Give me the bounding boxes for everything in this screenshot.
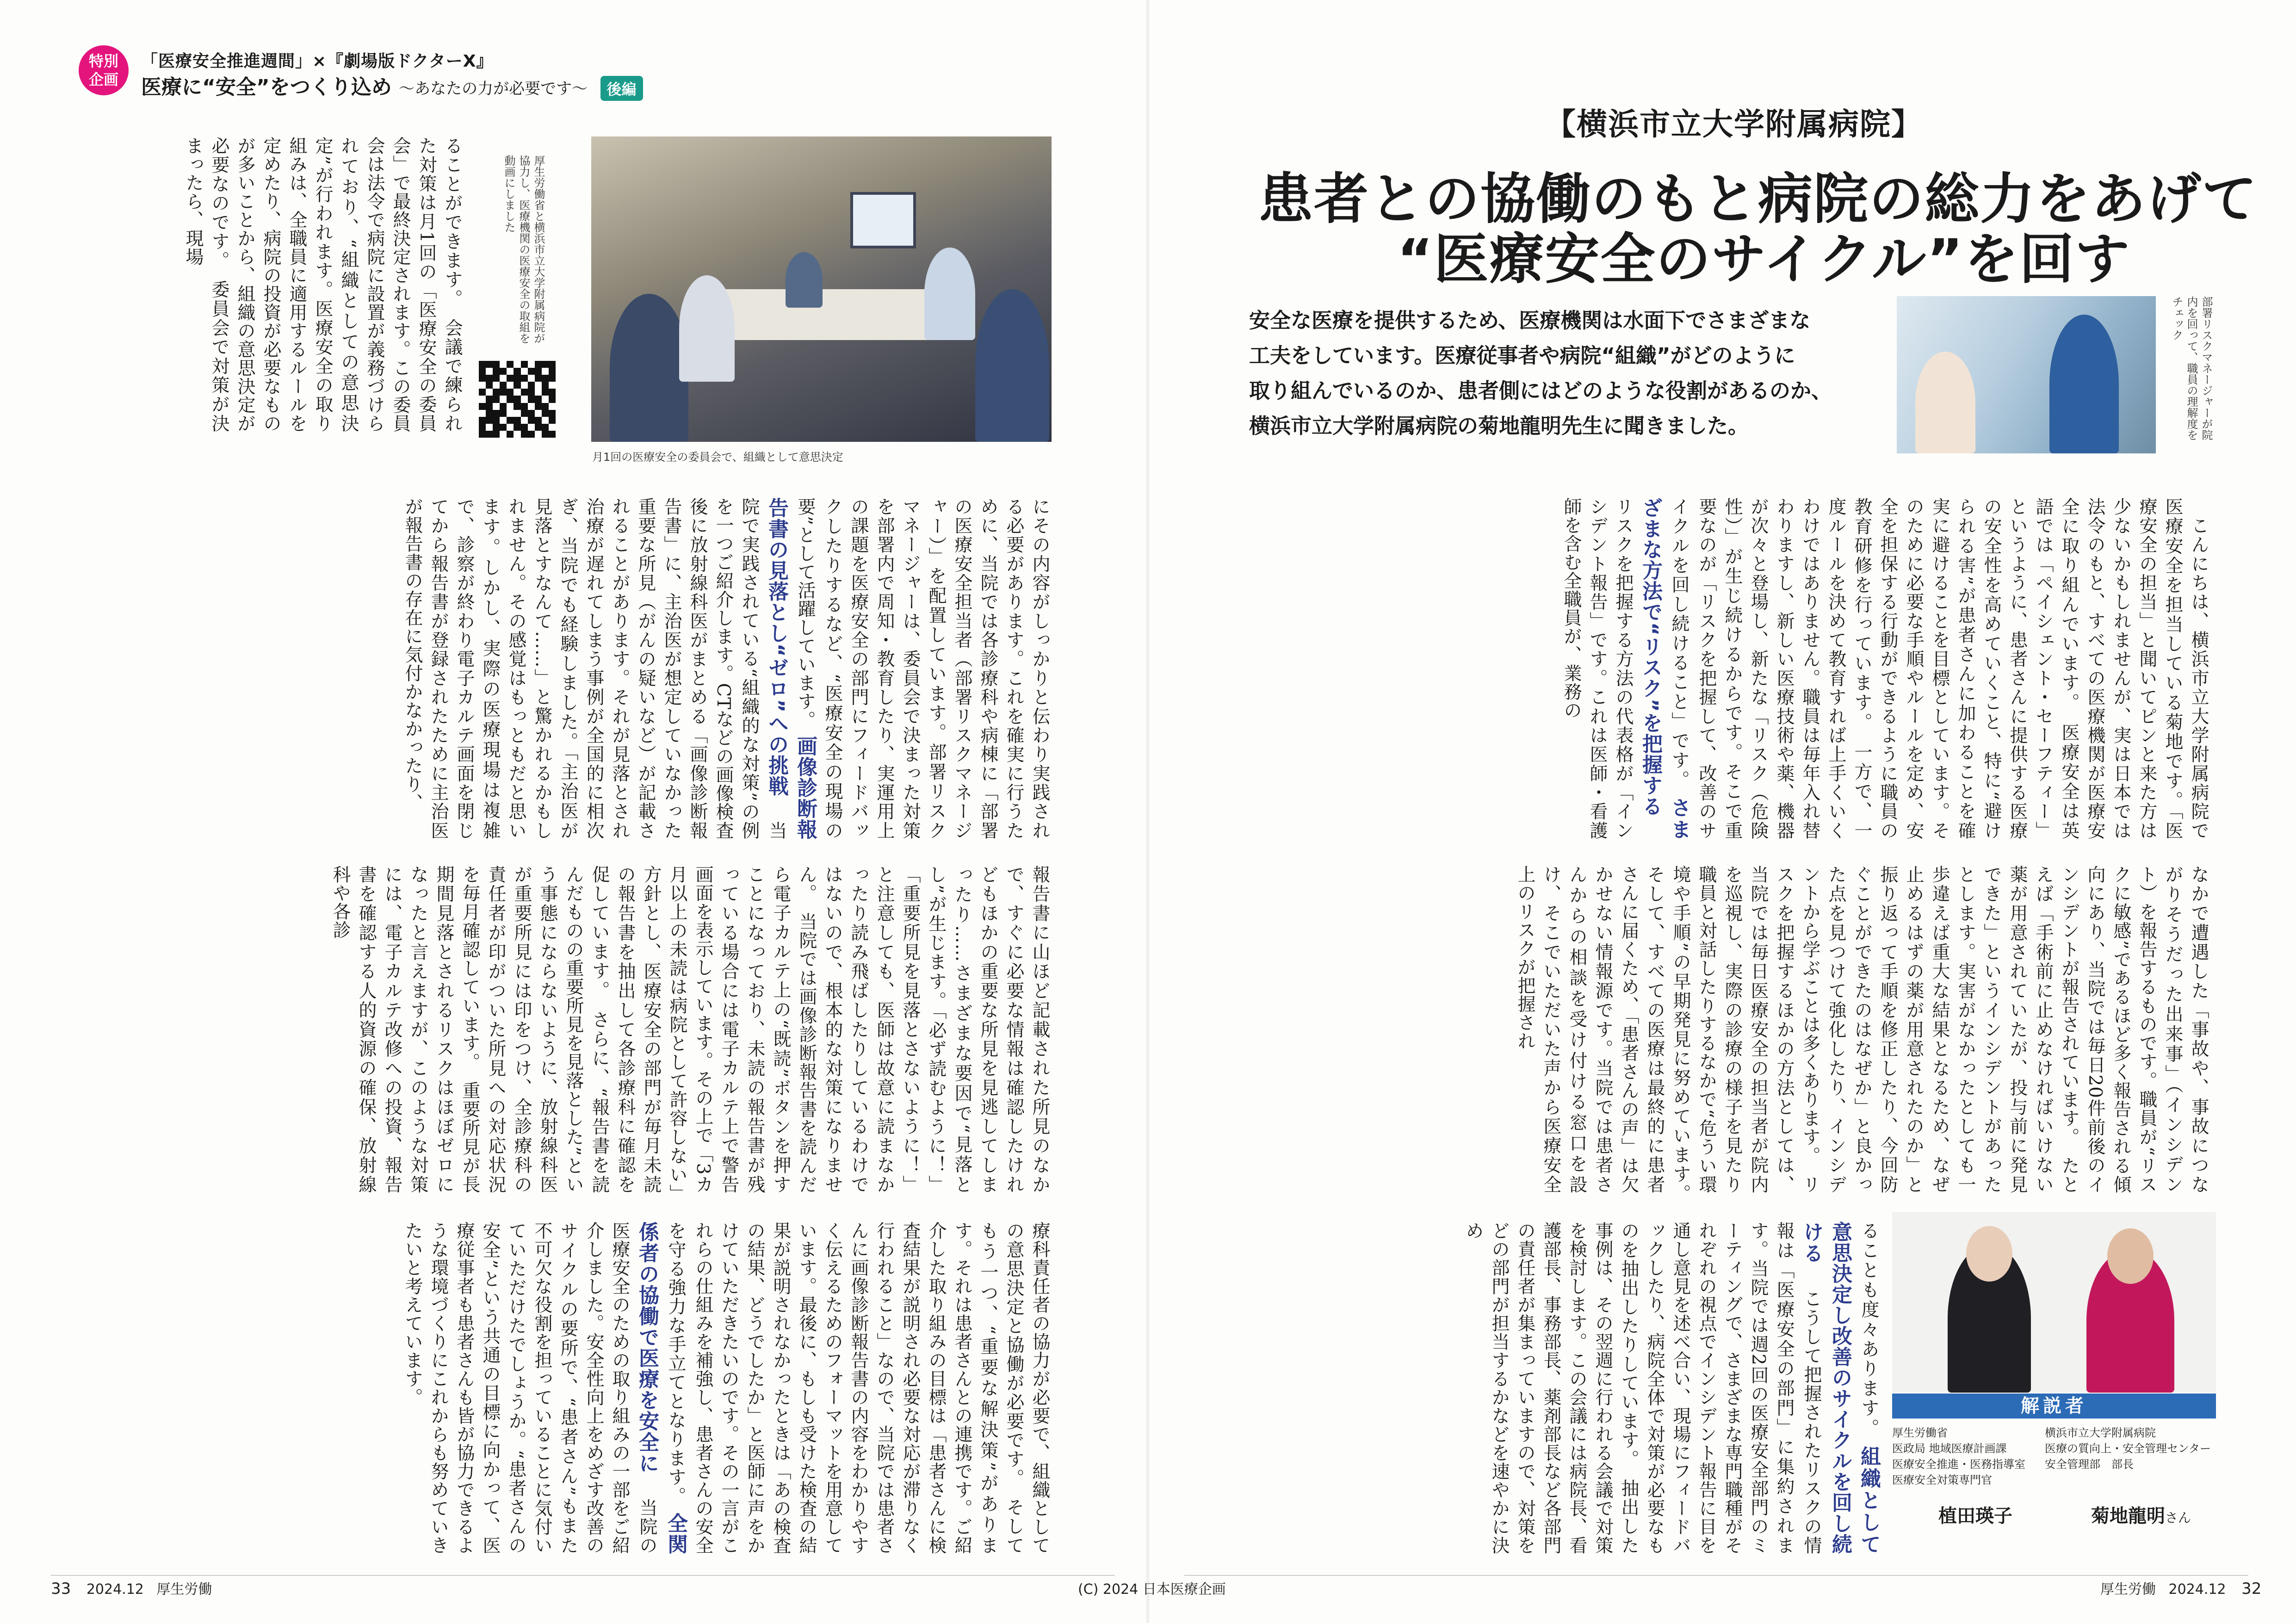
magazine-name: 厚生労働: [156, 1581, 212, 1598]
attendee: [924, 248, 975, 340]
issue-date: 2024.12: [2168, 1581, 2226, 1598]
magazine-name: 厚生労働: [2100, 1581, 2156, 1598]
copyright: (C) 2024 日本医療企画: [1078, 1581, 1226, 1598]
lead-paragraph: 安全な医療を提供するため、医療機関は水面下でさまざまな 工夫をしています。医療従事者や病院“組織”がどのように 取り組んでいるのか、患者側にはどのような役割があるのか、 横浜市立大学附属病院の菊地龍明先生に聞きました。: [1249, 308, 1832, 438]
meeting-photo: [591, 136, 1052, 442]
section-heading-risk: さまざまな方法で“リスク”を把握する: [1639, 497, 1691, 840]
right-footer: [2100, 1578, 2261, 1598]
meeting-photo-caption: 月1回の医療安全の委員会で、組織として意思決定: [592, 451, 843, 464]
feature-title-main: 医療に“安全”をつくり込め: [141, 75, 392, 99]
feature-title: [141, 70, 643, 101]
section-heading-cycle: 組織として意思決定し改善のサイクルを回し続ける: [1800, 1221, 1881, 1555]
commentator-label: 解説者: [1892, 1394, 2216, 1419]
commentator-ueda-face: [1966, 1226, 2012, 1282]
issue-date: 2024.12: [86, 1581, 144, 1598]
commentator-ueda-name: 植田瑛子: [1938, 1505, 2012, 1527]
commentator-kikuchi-affiliation: 横浜市立大学附属病院 医療の質向上・安全管理センター 安全管理部 部長: [2045, 1426, 2211, 1471]
hospital-name: 【横浜市立大学附属病院】: [1545, 106, 1923, 142]
commentator-kikuchi-face: [2107, 1228, 2154, 1284]
section-heading-image-report: 画像診断報告書の見落とし“ゼロ”への挑戦: [765, 497, 817, 840]
commentator-kikuchi-name: 菊地龍明さん: [2091, 1505, 2191, 1527]
right-column-2: なかで遭遇した「事故や、事故につながりそうだった出来事」（インシデント）を報告するものです。職員が“リスクに敏感”であるほど多く報告される傾向にあり、当院では毎日20件前後のインシデントが報告されています。 たとえば「手術前に止めなければいけない薬が用意されていたが、投与前に発見できた」というインシデントがあったとします。実害がなかったとしても一歩違えば重大な結果となるため、なぜ止めるはずの薬が用意されたのか」と振り返って手順を修正したり、今回防ぐことができたのはなぜか」と良かった点を見つけて強化したり、インシデントから学ぶことは多くあります。 リスクを把握するほかの方法としては、当院では毎日医療安全の担当者が院内を巡視し、実際の診療の様子を見たり職員と対話したりするなかで“危うい環境や手順”の早期発見に努めています。 そして、すべての医療は最終的に患者さんに届くため、「患者さんの声」は欠かせない情報源です。当院では患者さんからの相談を受け付ける窓口を設け、そこでいただいた声から医療安全上のリスクが把握され: [1515, 865, 2209, 1212]
body-column-b: にその内容がしっかりと伝わり実践される必要があります。これを確実に行うために、当院では各診療科や病棟に「部署の医療安全担当者（部署リスクマネージャー）」を配置しています。部署リスクマネージャーは、委員会で決まった対策を部署内で周知・教育したり、実運用上の課題を医療安全の部門にフィードバックしたりするなど、“医療安全の現場の要”として活躍しています。 画像診断報告書の見落とし“ゼロ”への挑戦 当院で実践されている“組織的な対策”の例を一つご紹介します。CTなどの画像検査後に放射線科医がまとめる「画像診断報告書」に、主治医が想定していなかった重要な所見（がんの疑いなど）が記載されることがあります。それが見落とされ治療が遅れてしまう事例が全国的に相次ぎ、当院でも経験しました。「主治医が見落とすなんて……」と驚かれるかもしれません。その感覚はもっともだと思います。しかし、実際の医療現場は複雑で、診察が終わり電子カルテ画面を閉じてから報告書が登録されたために主治医が報告書の存在に気付かなかったり、: [402, 497, 1050, 840]
body-column-c: 報告書に山ほど記載された所見のなかで、すぐに必要な情報は確認したけれどもほかの重要な所見を見逃してしまったり……さまざまな要因で“見落とし”が生じます。「必ず読むように！」「重要所見を見落とさないように！」と注意しても、医師は故意に読まなかったり読み飛ばしたりしているわけではないので、根本的な対策になりません。 当院では画像診断報告書を読んだら電子カルテ上の“既読”ボタンを押すことになっており、未読の報告書が残っている場合には電子カルテ上で警告画面を表示しています。その上で「3カ月以上の未読は病院として許容しない」方針とし、医療安全の部門が毎月未読の報告書を抽出して各診療科に確認を促しています。 さらに、“報告書を読んだものの重要所見を見落とした”という事態にならないように、放射線科医が重要所見には印をつけ、全診療科の責任者が印がついた所見への対応状況を毎月確認しています。 重要所見が長期間見落とされるリスクはほぼゼロになったと言えますが、このような対策には、電子カルテ改修への投資、報告書を確認する人的資源の確保、放射線科や各診: [330, 865, 1050, 1194]
article-title-line1: 患者との協働のもと病院の総力をあげて: [1258, 167, 2258, 231]
part-badge: 後編: [600, 76, 643, 101]
left-footer: [51, 1578, 212, 1598]
risk-manager-figure: [2049, 315, 2119, 453]
footer-rule: [51, 1575, 1115, 1576]
feature-title-sub: ～あなたの力が必要です～: [399, 80, 588, 98]
body-column-d: 療科責任者の協力が必要で、組織としての意思決定と協働が必要です。 そしてもう一つ、“重要な解決策”があります。それは患者さんとの連携です。ご紹介した取り組みの目標は「患者さんに検査結果が説明され必要な対応が滞りなく行われること」なので、当院では患者さんに画像診断報告書の内容をわかりやすく伝えるためのフォーマットを用意しています。最後に、もしも受けた検査の結果が説明されなかったときは「あの検査の結果、どうでしたか」と医師に声をかけていただきたいのです。その一言がこれらの仕組みを補強し、患者さんの安全を守る強力な手立てとなります。 全関係者の協働で医療を安全に 当院の医療安全のための取り組みの一部をご紹介しました。安全性向上をめざす改善のサイクルの要所で、“患者さん”もまた不可欠な役割を担っていることに気付いていただけたでしょうか。“患者さんの安全”という共通の目標に向かって、医療従事者も患者さんも皆が協力できるような環境づくりにこれからも努めていきたいと考えています。: [402, 1221, 1050, 1555]
attendee: [679, 275, 735, 382]
commentator-ueda-affiliation: 厚生労働省 医政局 地域医療計画課 医療安全推進・医務指導室 医療安全対策専門官: [1892, 1426, 2025, 1487]
attendee: [786, 252, 823, 308]
page-number: 32: [2241, 1580, 2262, 1598]
attendee: [975, 289, 1049, 442]
footer-rule: [1184, 1575, 2248, 1576]
series-title: 「医療安全推進週間」×『劇場版ドクターX』: [141, 52, 494, 71]
nurse-figure: [1915, 352, 1975, 453]
page-number: 33: [51, 1580, 71, 1598]
commentators-photo: [1892, 1212, 2216, 1393]
projector-screen: [850, 192, 916, 248]
article-title-line2: “医療安全のサイクル”を回す: [1397, 227, 2130, 291]
risk-manager-photo: [1897, 296, 2156, 453]
video-qr-code[interactable]: [479, 361, 556, 438]
risk-manager-photo-caption: 部署リスクマネージャーが院内を回って、職員の理解度をチェック: [2170, 296, 2213, 440]
right-column-1: こんにちは、横浜市立大学附属病院で医療安全を担当している菊地です。「医療安全の担当」と聞いてピンと来た方は少ないかもしれませんが、実は日本では法令のもと、すべての医療機関が医療安全に取り組んでいます。 医療安全は英語では「ペイシェント・セーフティー」というように、患者さんに提供する医療の安全性を高めていくこと、特に“避けられる害”が患者さんに加わることを確実に避けることを目標としています。そのために必要な手順やルールを定め、安全を担保する行動ができるように職員の教育研修を行っています。 一方で、一度ルールを決めて教育すれば上手くいくわけではありません。職員は毎年入れ替わりますし、新しい医療技術や薬、機器が次々と登場し、新たな「リスク（危険性）」が生じ続けるからです。そこで重要なのが「リスクを把握して、改善のサイクルを回し続けること」です。 さまざまな方法で“リスク”を把握する リスクを把握する方法の代表格が「インシデント報告」です。これは医師・看護師を含む全職員が、業務の: [1561, 497, 2209, 842]
qr-caption: 厚生労働省と横浜市立大学附属病院が協力し、医療機関の医療安全の取組を動画にしました: [502, 155, 545, 344]
attendee: [610, 294, 688, 442]
right-column-3: ることも度々あります。 組織として意思決定し改善のサイクルを回し続ける こうして把握されたリスクの情報は「医療安全の部門」に集約されます。当院では週2回の医療安全部門のミーティングで、さまざまな専門職種がそれぞれの視点でインシデント報告に目を通し意見を述べ合い、現場にフィードバックしたり、病院全体で対策が必要なものを抽出したりしています。 抽出した事例は、その翌週に行われる会議で対策を検討します。この会議には病院長、看護部長、事務部長、薬剤部長など各部門の責任者が集まっていますので、対策をどの部門が担当するかなどを速やかに決め: [1463, 1221, 1881, 1555]
special-feature-badge: 特別 企画: [79, 45, 129, 95]
body-column-a: ることができます。 会議で練られた対策は月1回の「医療安全の委員会」で最終決定されます。この委員会は法令で病院に設置が義務づけられており、“組織としての意思決定”が行われます。医療安全の取り組みは、全職員に適用するルールを定めたり、病院の投資が必要なものが多いことから、組織の意思決定が必要なのです。 委員会で対策が決まったら、現場: [183, 136, 463, 433]
section-heading-all-stakeholders: 全関係者の協働で医療を安全に: [635, 1221, 687, 1555]
